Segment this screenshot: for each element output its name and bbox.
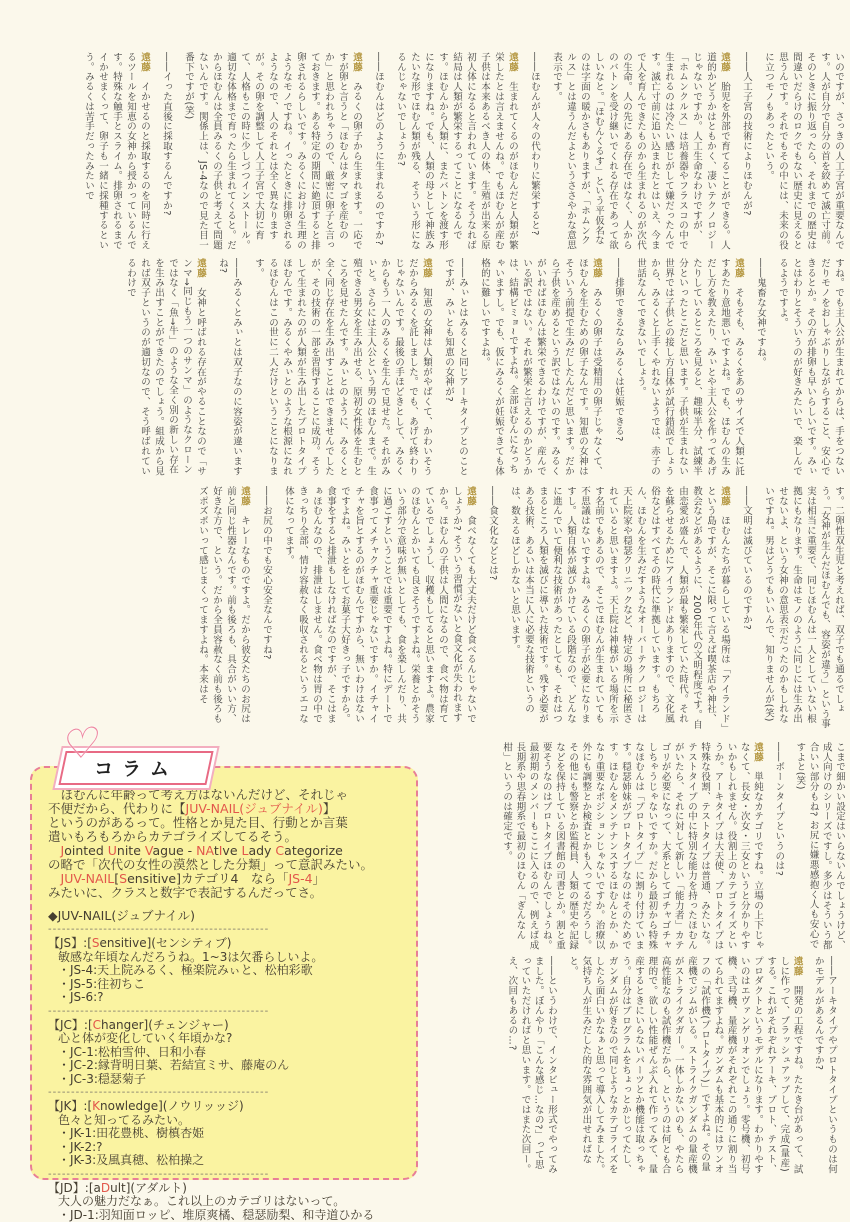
speaker-name: 遠藤 <box>733 258 744 278</box>
category-desc: 心と体が変化していく年頃かな? <box>48 1032 402 1046</box>
interview-question: ――ほむんが人々の代わりに繁栄すると? <box>527 52 541 252</box>
speaker-name: 遠藤 <box>351 52 362 72</box>
interview-band-2 <box>55 258 845 482</box>
interview-question: ――お尻の中でも安心安全なんですね? <box>259 486 273 732</box>
category-desc: 敏感な年頃なんだろうね。1~3は欠番らしいよ。 <box>48 951 402 965</box>
interview-band-3 <box>55 486 845 732</box>
column-intro-line: JUV-NAIL[Sensitive]カテゴリ4 なら「JS-4」 <box>48 872 402 886</box>
category-desc: 色々と知ってるみたい。 <box>48 1114 402 1128</box>
column-intro-line: の略で「次代の女性の漠然とした分類」って意訳みたい。 <box>48 858 402 872</box>
interview-answer: 遠藤 単純なカテゴリですね。立場の上下じゃなくて、長女・次女・三女というと分かりやすいかもしれません。役割上のカテゴライズというか。アーキタイプは大天使、プロトタイプは特殊な役割、テストタイプは普通、みたいな。テストタイプの中に特別な能力を持ったほむんがいたら、それに対して新しい「能力者」カテゴリが必要になって、大系としてゴチャゴチャしちゃうじゃないですか。だから最初から特殊なほむんは「プロトタイプ」に割り付けています。穏瑟姉妹がプロトタイプなのはそのためです。ほむんをメンテナンスするほむんとか、かなり重要なポジションじゃないですか。治療以外にも調整とか検査とかも入ってるだろうし。その他にも警察とか監視員、人類の歴史や記録などを保持している図書館の司書とか。割と重要そうなのはプロトタイプほむんでしょうね。最初期のメンバーもここに入るので、例えば成長期系や思春期系で最初のほむん「ぎんなん柑」というのは確定です。 <box>500 742 764 950</box>
interview-question: ――みぃとはみるくと同じアーキタイプとのことですが、みぃとも知恵の女神が? <box>441 258 469 482</box>
speaker-name: 遠藤 <box>719 52 730 72</box>
interview-answer: 遠藤 開発の工程ですね。たたき台があって、試しに作って、ブラッシュアップして、完成(量産)する。これがそれぞれアーキ、プロト、テスト、プロダクトというモデルになります。わかりやすいのはエヴァンゲリオンでしょう。零号機、初号機、弐号機、量産機がそれぞれこの通りに割り当てられてますよね。ガンダムも基本的にはワンオフの「試作機(プロトタイプ)」ですよね。その量産機でジムがいる。ストライクガンダムの量産機がストライクダガー。一体しかないのも、やたら高性能なのも試作機だから、というのは何とも合理的で。欲しい性能ぜんぶ入れて作ってみて、量産するときにいらないパーツとか機能は取っちゃう。自分はプログラムをちょっとかじってたし、ガンダムが好きなので同じようなカテゴライズをしたら面白いかなぁと思って導入してみました。気持ち人が生みだした的な雰囲気が出せればなと。 <box>566 956 804 1178</box>
category-entry: ・JK-3:及風真穂、松柏操之 <box>48 1154 402 1168</box>
interview-answer: 遠藤 みるくの卵子は受精用の卵子じゃなくて、ほむんを生むための卵子なんです。知恵の女神はそういう前提で生みだしたんだと思います。だから子供を産めるという訳ではないのです。みるくがいればほむんは繁栄できるわけですが、産んでいる訳ではない。それが繁栄と言えるのかどうかは、結構ビミョ~ですよね。全部ほむんになっちゃいますし。でも、仮にみるくが妊娠できても体格的に難しいですよね。 <box>477 258 603 482</box>
column-intro-line: 不便だから、代わりに【JUV-NAIL(ジュブナイル)】 <box>48 802 402 816</box>
category-header: 【JK】:[Knowledge](ノウリッッジ) <box>48 1100 402 1114</box>
category-entry: ・JC-1:松柏雪仲、日和小春 <box>48 1046 402 1060</box>
category-desc: 大人の魅力だなぁ。これ以上のカテゴリはないって。 <box>48 1195 402 1209</box>
interview-question: ――人工子宮の技術によりほむんが? <box>739 52 753 252</box>
category-entry: ・JD-1:羽知面ロッピ、堆原爽橘、穏瑟励梨、和寺道ひかる <box>48 1209 402 1222</box>
speaker-name: 遠藤 <box>752 742 763 762</box>
speaker-name: 遠藤 <box>139 52 150 72</box>
column-box <box>30 766 418 1180</box>
interview-answer: 遠藤 そもそも、みるくをあのサイズで人類に託すあたり意地悪いですよね。でも、ほむんの生みだし方を教えたり、みぃとや主人公を作ってあげたりしているところを見ると、趣味半分、試練半分といったとこだと思います。子供が生まれない世界では子供との接し方自体が試行錯誤でしょうから、みるくと上手くやれないようでは、赤子の世話なんてできないでしょう。 <box>633 258 745 482</box>
interview-question: ――食文化などとは? <box>485 486 499 732</box>
speaker-name: 遠藤 <box>421 258 432 278</box>
divider: ------------------------------------------------ <box>48 1088 402 1097</box>
speaker-name: 遠藤 <box>239 486 250 506</box>
interview-paragraph: すね。でも主人公が生まれてからは、手をつないだりモノをおしゃぶりしながらすること、安心できるとか。その方が排卵も早いらしいです。みぃとはわりとそういうのが好きみたいで、楽しんでるようですよ。 <box>775 258 845 482</box>
interview-answer: 遠藤 ほむんたちが暮らしている場所は「アイランド」という島ですが、そこに限って言えば喫茶店や神社、教会などがあるように、2000年代の文明程度です。自由恋愛が盛んで、人類が最も繁栄していた時代。それを蘇らせるためにアイランドはありますので、文化風俗などはすべてその時代に準拠しています。もちろん、ほむんを生みだすようなオーバーテクノロジーは天上院家や穏瑟クリニックなど、特定の場所に秘匿されていると思いますよ。天上院は神様がいる場所を示す名前でもあるので、そこでほむんが生まれていても不思議はないですよね。みるくの卵子が必要になりますし。人類自体が滅びかけている段階なので、どんなに進んでいて便利な技術があったとしても、それはつまるところ人類を滅びに導いた技術です。残す必要がある技術、あるいは本当に人に必要な技術というのは、数えるほどしかないと思います。 <box>507 486 731 732</box>
speaker-name: 遠藤 <box>591 258 602 278</box>
interview-question: ――みるくとみぃとは双子なのに容姿が違いますね? <box>215 258 243 482</box>
interview-band-5 <box>428 956 846 1178</box>
column-intro <box>48 788 402 900</box>
category-header: 【JD】:[aDult](アダルト) <box>48 1182 402 1196</box>
category-entry: ・JS-6:? <box>48 991 402 1005</box>
column-intro-line: ほむんに年齢って考え方はないんだけど、それじゃ <box>48 788 402 802</box>
category-entry: ・JC-3:穏瑟菊子 <box>48 1073 402 1087</box>
category-entry: ・JS-4:天上院みるく、極楽院みぃと、松柏彩歌 <box>48 964 402 978</box>
interview-question: ――というわけで、インタビュー形式でやってみました。ぼんやり「こんな感じ…なの?」って思っていただければと思います。ではまた次回ー。え、次回もあるの…? <box>505 956 558 1178</box>
interview-band-1 <box>55 52 845 252</box>
column-intro-line: 遣いもろもろからカテゴライズしてるそう。 <box>48 830 402 844</box>
column-title: コラム <box>94 754 178 781</box>
interview-paragraph: す。二卵性双生児と考えれば、双子でも通るでしょう。「女神が生んだほむんでも、容姿が違う」という事実は相当に重要で、同じほむんは一人としていない根拠にもなります。生命はモノのように同じには生み出せないよ、という女神の意思表示だったのかもしれないですね。男はどうでもいいんで、知りませんが(笑) <box>761 486 845 732</box>
juvnail-list-header: ◆JUV-NAIL(ジュブナイル) <box>48 908 402 923</box>
column-intro-line: みたいに、クラスと数字で表記するんだってさ。 <box>48 886 402 900</box>
category-entry: ・JK-2:? <box>48 1141 402 1155</box>
column-intro-line: というのがあるって。性格とか見た目、行動とか言葉 <box>48 816 402 830</box>
speaker-name: 遠藤 <box>792 956 803 976</box>
interview-answer: 遠藤 みるくの卵子から生まれます。一応ですが卵と言うと「ほむんはタマゴを産むのか」と思われちゃうので、厳密に卵子と言っておきます。ある特定の期間に絶頂すると排卵されるらしいです。みるくにおける生理のようなモノですね。イったときに排卵されるようなので、人のそれとは全く異なりますが。その卵を調整して人工子宮で大切に育て、人格もこの時に少しづつインストール。適切な体格まで育ったら生まれてくると。だからほむんは全員みるくの子供と考えて問題ないんです。関係上は、JS-4なので見た目一番下ですが(笑) <box>181 52 363 252</box>
interview-band-4 <box>428 742 846 950</box>
speaker-name: 遠藤 <box>465 486 476 506</box>
divider: ------------------------------------------------ <box>48 1170 402 1179</box>
speaker-name: 遠藤 <box>195 258 206 278</box>
interview-paragraph: こまで細かい設定はいらないんでしょうけど、成人向けのシリーズですし。多少はそういう都合いい部分もね? お尻に嫌悪感抱く人も安心ですよと(笑) <box>793 742 846 950</box>
interview-question: ――文明は滅びているのですか? <box>739 486 753 732</box>
interview-question: ――ほむんはどのように生まれるのですか? <box>371 52 385 252</box>
interview-answer: 遠藤 キレーなものですよ。だから彼女たちのお尻は前と同じ性器なんです。前も後ろも、具合がいい方、好きな方で、という。だから全員容赦なく前も後ろもズポズポいって感じまくってますよね。本来はそ <box>195 486 251 732</box>
interview-question: ――イった直後に採取するんですか? <box>159 52 173 252</box>
column-title-banner <box>58 751 213 785</box>
category-entry: ・JK-1:田花豊桃、樹槙杏姫 <box>48 1127 402 1141</box>
interview-question: ――ボーンタイプというのは? <box>772 742 785 950</box>
category-entry: ・JS-5:往初ちこ <box>48 978 402 992</box>
category-header: 【JS】:[Sensitive](センシティブ) <box>48 937 402 951</box>
interview-answer: 遠藤 知恵の女神は人類がやばくて、かわいそうだからみるくを託しました。でも、あげて終わりじゃないんです。最後の手ほどきとして、みるくからもう一人のみるくを生んで見せた。それがみぃと。さらには主人公という男のほむんまで。生殖できる男女を生み出せる、原初女性体を生むところを見せたんです。みぃとのように、みるくと全く同じ存在を生み出すことはできませんでしたが、その技術の一部を習得することに成功。そうして生まれたのが人類が生み出したプロトタイプほむんです。みるくやみぃとのような根源になれるほむんはこの世に二人だけということになります。 <box>251 258 433 482</box>
interview-answer: 遠藤 胎児を外部で育てることができる。人道的かどうかはともかく、凄いテクノロジーじゃないですか。人工生命なわけですが、「ホムンクルス」は培養器やフラスコの中で生まれるのは冷たい感じがして嫌だったんです。滅亡寸前に追い込まれたとはいえ、今まで人を育んできたものから生まれるのが次代の生命。人の先にある存在ではなく、人からのバトンを受け継いでくれる存在であって欲しいなと。「ほむんくるす」という平仮名なのは字面の暖かさもありますが、「ホムンクルス」とは違うんだよというささやかな意思表示です。 <box>549 52 731 252</box>
interview-paragraph: いのですが、さっきの人工子宮が重要なんです。人が自分で自分の首を絞めて滅亡寸前。そのときに振り返ったら、それまでの歴史は間違いだらけのロクでもない歴史に見えると思うんです。それでもその中には、未来の役に立つモノもあったという。 <box>761 52 845 252</box>
interview-answer: 遠藤 イかせるのと採取するのを同時に行えるツールを知恵の女神から授かっているんです。特殊な触手とスライム。排卵されるまでイかせまくって、卵子も一緒に採種するという。みるくは苦手だったみたいで <box>81 52 151 252</box>
interview-answer: 遠藤 食べなくても大丈夫だけど食べるんじゃないでしょうか? そういう習慣がないと食文化が失われますから。ほむんの子供は人間になるので、食べ物は育てているでしょうし、収穫もしてると思いますよ。農家のほむんとかいても良さそうですよね。栄養とかそういう部分で意味が無いとしても、食を楽しんだり、共に過ごすということでは重要ですよね。特にデートで食事ってメチャクチャ重要じゃないですか。イチャイチャを旨とするのがほむんですから、無いわけはないですよね。みぃとをしてお菓子大好きっ子ですから。食事をすると排泄もしなければなのですが、そこはまぁほむんなので、排泄はしません。食べ物は胃の中できっちり全部、情け容赦なく吸収されるというエコな体になってます。 <box>281 486 477 732</box>
column-intro-line: Jointed Unite Vague - NAtIve Lady Categorize <box>48 844 402 858</box>
interview-answer: 遠藤 生まれてくるのがほむんだと人類が繁栄したとは言えませんね。でもほむんが産む子供は本来あるべき人の体、生殖が出来る原初人体になると言われています。そうなれば結局は人類が繁栄するってことになるんです。ほむんから人類に、またバトンを渡す形になりますね。でも、人類の母として神族みたいな形でほむん類が残る、そういう形になるんじゃないでしょうか? <box>393 52 519 252</box>
category-list <box>48 937 402 1222</box>
speaker-name: 遠藤 <box>507 52 518 72</box>
interview-question: ――排卵できるならみるくは妊娠できる? <box>611 258 625 482</box>
interview-question: ――鬼畜な女神ですね。 <box>753 258 767 482</box>
category <box>48 937 402 1005</box>
category-header: 【JC】:[Changer](チェンジャー) <box>48 1019 402 1033</box>
divider: ------------------------------------------------ <box>48 1007 402 1016</box>
category <box>48 1019 402 1087</box>
category <box>48 1100 402 1168</box>
speaker-name: 遠藤 <box>719 486 730 506</box>
interview-question: ――アーキタイプやプロトタイプというものは何かモデルがあるんですか? <box>812 956 838 1178</box>
divider: ------------------------------------------------ <box>48 925 402 934</box>
heart-icon: ♡ <box>61 721 102 768</box>
interview-answer: 遠藤 女神と呼ばれる存在がやることなので「サンマ→同じもう一つのサンマ」のようなクローンではなく「魚→牛」のような全く別の新しい存在を生み出すことができたのでしょう。組成から見れば双子というのが適切なので、そう呼ばれているわけで <box>123 258 207 482</box>
category-entry: ・JC-2:縁背明日葉、若結宣ミサ、藤庵のん <box>48 1059 402 1073</box>
